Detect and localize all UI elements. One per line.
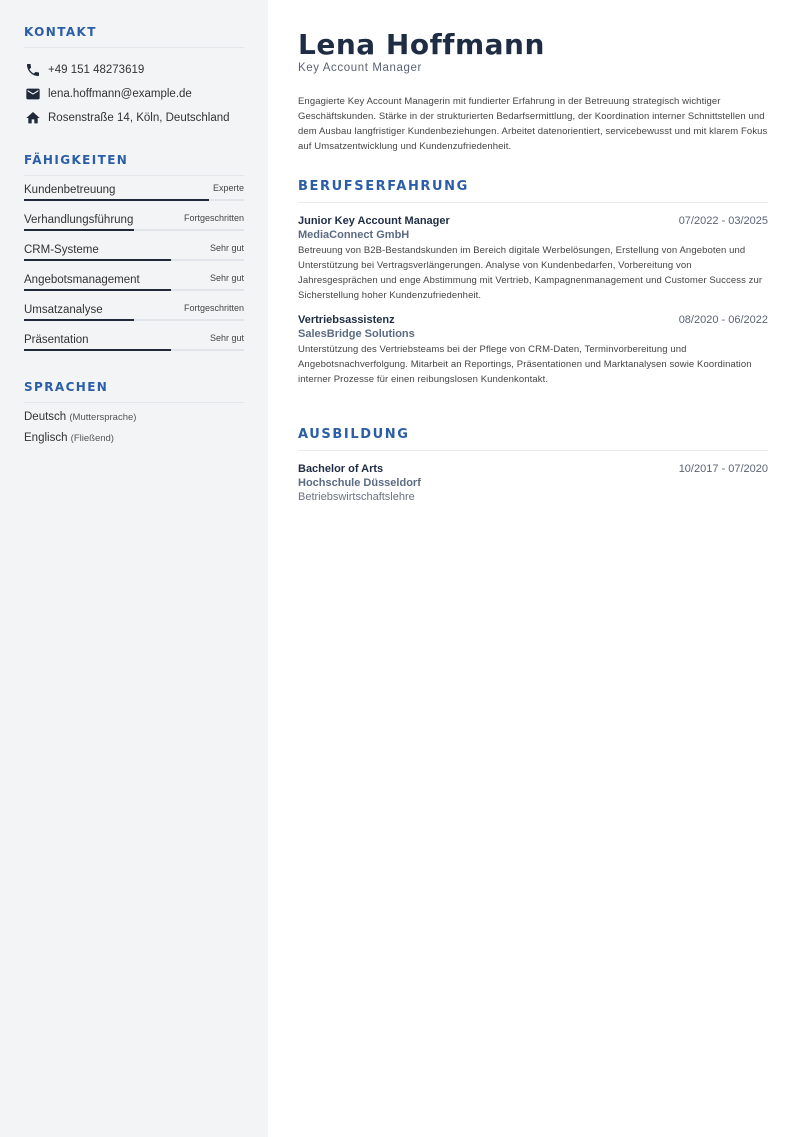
skills-heading: FÄHIGKEITEN xyxy=(24,153,244,176)
job-entry xyxy=(298,215,768,303)
skill-item xyxy=(24,210,244,240)
skill-name: Angebotsmanagement xyxy=(24,274,140,286)
contact-address-text: Rosenstraße 14, Köln, Deutschland xyxy=(48,112,230,124)
education-section xyxy=(298,427,768,503)
skill-level: Fortgeschritten xyxy=(183,303,244,313)
skills-section xyxy=(24,153,244,360)
skill-bar-track xyxy=(24,319,244,321)
phone-icon xyxy=(24,62,41,79)
contact-heading: KONTAKT xyxy=(24,25,244,48)
skill-item xyxy=(24,270,244,300)
skill-item xyxy=(24,240,244,270)
skill-name: Kundenbetreuung xyxy=(24,184,116,196)
experience-heading: BERUFSERFAHRUNG xyxy=(298,179,768,203)
person-title: Key Account Manager xyxy=(298,62,422,74)
education-field: Betriebswirtschaftslehre xyxy=(298,491,415,503)
skill-name: CRM-Systeme xyxy=(24,244,99,256)
skill-item xyxy=(24,330,244,360)
profile-summary: Engagierte Key Account Managerin mit fundierter Erfahrung in der Betreuung strategisch wichtiger Geschäftskunden. Stärke in der strukturierten Bedarfsermittlung, der Koordination interner Schnittstellen und dem Ausbau langfristiger Kundenbeziehungen. Arbeitet datenorientiert, servicebewusst und mit klarem Fokus auf Umsatzentwicklung und Kundenzufriedenheit. xyxy=(298,96,768,152)
skill-bar-track xyxy=(24,289,244,291)
job-description: Unterstützung des Vertriebsteams bei der Pflege von CRM-Daten, Terminvorbereitung und Angebotsnachverfolgung. Mitarbeit an Reportings, Präsentationen und Marktanalysen sowie Koordination interner Prozesse für einen reibungslosen Kundenkontakt. xyxy=(298,344,752,385)
skill-name: Verhandlungsführung xyxy=(24,214,134,226)
contact-email xyxy=(24,82,244,106)
language-item xyxy=(24,432,244,453)
skill-name: Präsentation xyxy=(24,334,89,346)
skill-level: Experte xyxy=(212,183,244,193)
job-role: Vertriebsassistenz xyxy=(298,314,395,326)
skill-bar-fill xyxy=(24,349,171,351)
skill-bar-track xyxy=(24,349,244,351)
skill-bar-track xyxy=(24,229,244,231)
contact-section xyxy=(24,25,244,130)
skill-bar-fill xyxy=(24,289,171,291)
job-company: MediaConnect GmbH xyxy=(298,229,410,241)
skill-item xyxy=(24,300,244,330)
sidebar xyxy=(0,0,268,1137)
skill-level: Fortgeschritten xyxy=(183,213,244,223)
job-dates: 08/2020 - 06/2022 xyxy=(678,314,768,326)
experience-section xyxy=(298,179,768,387)
language-level: (Fließend) xyxy=(70,433,114,444)
contact-email-text: lena.hoffmann@example.de xyxy=(48,88,192,100)
skill-name: Umsatzanalyse xyxy=(24,304,103,316)
education-school: Hochschule Düsseldorf xyxy=(298,477,421,489)
skill-item xyxy=(24,180,244,210)
skill-bar-fill xyxy=(24,319,134,321)
person-name: Lena Hoffmann xyxy=(298,28,545,61)
contact-phone xyxy=(24,58,244,82)
skill-level: Sehr gut xyxy=(209,333,244,343)
main-content xyxy=(268,0,804,1137)
skill-bar-track xyxy=(24,199,244,201)
skill-bar-fill xyxy=(24,259,171,261)
education-degree: Bachelor of Arts xyxy=(298,463,384,475)
language-level: (Muttersprache) xyxy=(69,412,137,423)
language-name: Deutsch xyxy=(24,411,67,423)
skill-bar-fill xyxy=(24,229,134,231)
job-dates: 07/2022 - 03/2025 xyxy=(678,215,768,227)
language-item xyxy=(24,411,244,432)
education-dates: 10/2017 - 07/2020 xyxy=(678,463,768,475)
job-entry xyxy=(298,314,768,387)
education-entry xyxy=(298,463,768,503)
skill-bar-fill xyxy=(24,199,209,201)
contact-address xyxy=(24,106,244,130)
languages-heading: SPRACHEN xyxy=(24,380,244,403)
languages-section xyxy=(24,380,244,453)
job-company: SalesBridge Solutions xyxy=(298,328,415,340)
job-role: Junior Key Account Manager xyxy=(298,215,450,227)
job-description: Betreuung von B2B-Bestandskunden im Bereich digitale Werbelösungen, Erstellung von Angeboten und Unterstützung bei Vertragsverlängerungen. Analyse von Kundenbedarfen, Vorbereitung von Jahresgesprächen und enge Abstimmung mit Vertrieb, Kampagnenmanagement und Customer Success zur Sicherstellung hoher Kundenzufriedenheit. xyxy=(298,245,763,301)
contact-phone-text: +49 151 48273619 xyxy=(48,64,145,76)
skill-level: Sehr gut xyxy=(209,243,244,253)
mail-icon xyxy=(24,86,41,103)
skill-bar-track xyxy=(24,259,244,261)
skill-level: Sehr gut xyxy=(209,273,244,283)
skills-list xyxy=(24,180,244,360)
language-name: Englisch xyxy=(24,432,68,444)
home-icon xyxy=(24,110,41,127)
education-heading: AUSBILDUNG xyxy=(298,427,768,451)
